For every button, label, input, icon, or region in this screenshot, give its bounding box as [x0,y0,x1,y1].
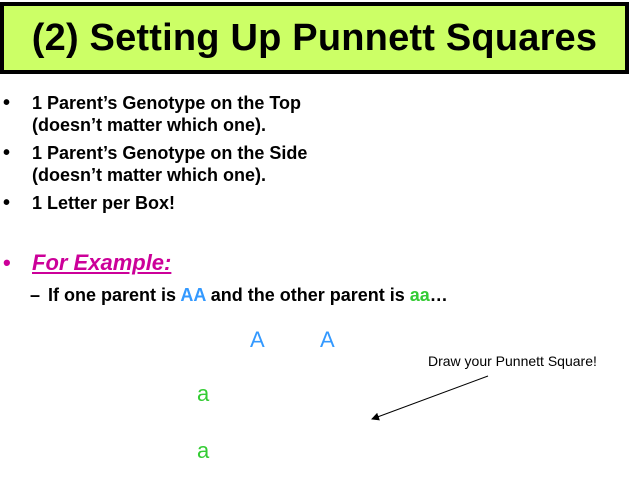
top-allele-1: A [250,327,265,352]
punnett-callout: Draw your Punnett Square! [428,353,597,369]
sentence-part-1: If one parent is [48,285,181,305]
bullet-dot-icon: • [3,142,11,164]
parent-1-genotype: AA [180,285,206,305]
bullet-line-1: 1 Parent’s Genotype on the Side [32,143,308,163]
bullet-text: 1 Letter per Box! [32,193,176,213]
bullet-dot-icon: • [3,192,11,214]
side-allele-2: a [197,438,210,463]
bullet-dot-icon: • [3,250,11,275]
sentence-part-2: and the other parent is [205,285,410,305]
bullet-line-2: (doesn’t matter which one). [32,165,267,185]
top-allele-2: A [320,327,335,352]
sentence-ellipsis: … [429,285,448,305]
dash-bullet-icon: – [30,285,41,305]
bullet-line-1: 1 Parent’s Genotype on the Top [32,93,302,113]
example-label: For Example: [32,250,172,275]
parent-2-genotype: aa [409,285,430,305]
slide-title: (2) Setting Up Punnett Squares [31,16,598,59]
side-allele-1: a [197,381,210,406]
bullet-line-2: (doesn’t matter which one). [32,115,267,135]
bullet-dot-icon: • [3,92,11,114]
